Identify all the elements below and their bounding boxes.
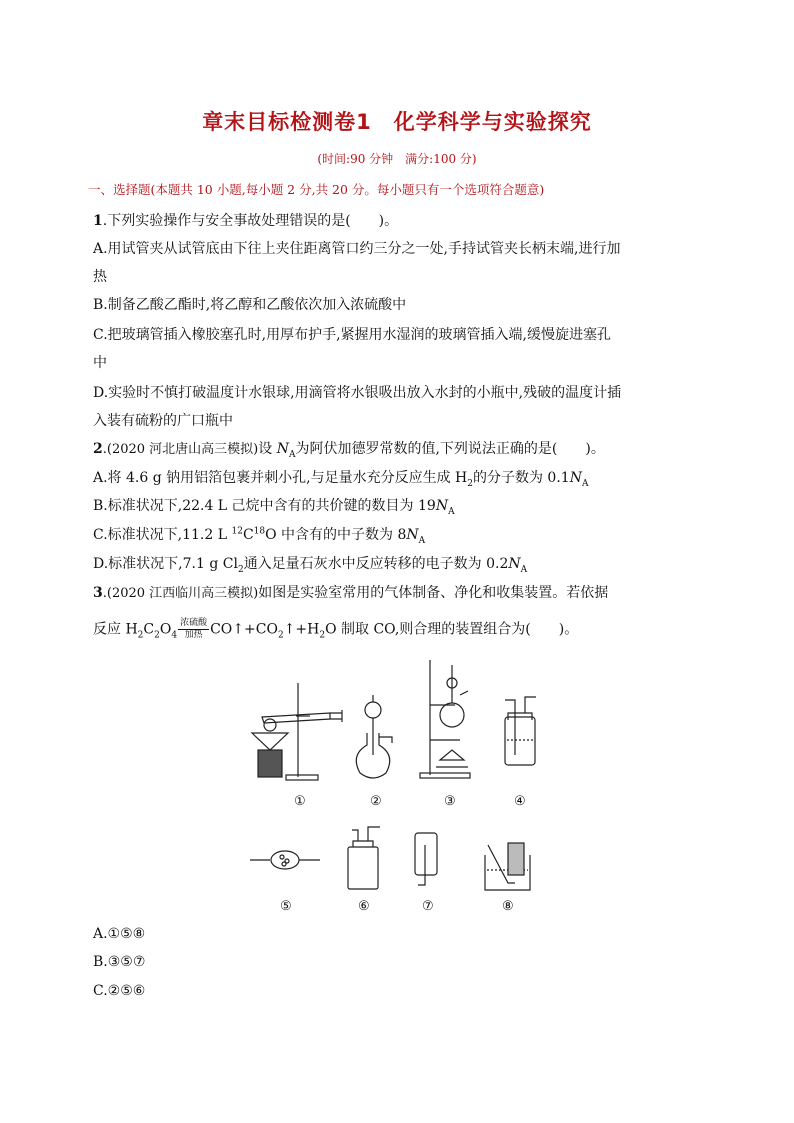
q2-c-na-sub: A: [418, 535, 426, 546]
q1-option-c-cont: 中: [93, 355, 107, 371]
label-8: ⑧: [502, 899, 514, 914]
page-title: 章末目标检测卷1 化学科学与实验探究: [202, 110, 592, 134]
q3-r-d: CO↑+CO: [210, 621, 278, 638]
q2-d-text: D.标准状况下,7.1 g Cl: [93, 556, 238, 572]
apparatus-3: [420, 660, 470, 778]
q3-option-a: A.①⑤⑧: [93, 926, 146, 942]
apparatus-4: [505, 697, 536, 765]
label-1: ①: [294, 794, 306, 809]
q2-stem-a: 设: [258, 441, 277, 457]
apparatus-7: [415, 833, 437, 885]
q3-r-sub3: 4: [171, 630, 178, 641]
q3-option-b: B.③⑤⑦: [93, 954, 146, 970]
q3-r-b: C: [143, 621, 155, 638]
reaction-condition: [178, 618, 209, 641]
condition-top: 浓硫酸: [180, 618, 208, 628]
q3-r-f: O 制取 CO,则合理的装置组合为( )。: [325, 621, 579, 638]
q3-r-c: O: [159, 621, 172, 638]
q2-d-na-sub: A: [520, 564, 528, 575]
q2-c-text: C.标准状况下,11.2 L: [93, 527, 232, 543]
page-subtitle: (时间:90 分钟 满分:100 分): [317, 152, 477, 166]
q2-source: .(2020 河北唐山高三模拟): [102, 442, 259, 457]
label-7: ⑦: [422, 899, 434, 914]
label-5: ⑤: [280, 899, 292, 914]
q1-number: 1: [93, 213, 103, 229]
q2-a-sub: 2: [467, 478, 473, 489]
q2-c-na: N: [406, 527, 419, 543]
q3-r-sub1: 2: [137, 630, 144, 641]
q2-b-na: N: [435, 498, 449, 514]
q2-a-text: A.将 4.6 g 钠用铝箔包裹并刺小孔,与足量水充分反应生成 H: [93, 470, 468, 486]
q1-option-c: C.把玻璃管插入橡胶塞孔时,用厚布护手,紧握用水湿润的玻璃管插入端,缓慢旋进塞孔: [93, 327, 612, 343]
q2-b-text: B.标准状况下,22.4 L 己烷中含有的共价键的数目为 19: [93, 498, 436, 514]
q3-r-sub5: 2: [319, 630, 326, 641]
q1-option-a-cont: 热: [93, 269, 107, 285]
q2-d-na: N: [508, 556, 521, 572]
q2-d-text2: 通入足量石灰水中反应转移的电子数为 0.2: [243, 556, 509, 572]
label-4: ④: [514, 794, 526, 809]
q2-number: 2: [93, 441, 103, 457]
condition-bottom: 加热: [184, 630, 203, 640]
q2-option-c: [93, 524, 425, 546]
q2-a-na: N: [569, 470, 582, 486]
q2-a-text2: 的分子数为 0.1: [472, 470, 570, 486]
q1-option-b: B.制备乙酸乙酯时,将乙醇和乙酸依次加入浓硫酸中: [93, 297, 407, 313]
q2-c-text2: C: [242, 527, 254, 543]
apparatus-drawing: [230, 655, 570, 920]
apparatus-5: [250, 851, 320, 869]
apparatus-figure: [230, 655, 570, 920]
q3-number: 3: [93, 585, 103, 601]
q3-r-sub4: 2: [277, 630, 284, 641]
q2-option-a: [93, 467, 588, 489]
apparatus-6: [348, 827, 380, 889]
q1-stem: [93, 210, 398, 230]
q3-reaction: [93, 618, 578, 641]
label-2: ②: [370, 794, 382, 809]
q2-na: N: [276, 441, 289, 457]
q3-r-e: ↑+H: [283, 621, 320, 638]
q3-source: .(2020 江西临川高三模拟): [102, 586, 259, 601]
q1-option-d-cont: 入装有硫粉的广口瓶中: [93, 413, 233, 429]
label-6: ⑥: [358, 899, 370, 914]
q3-r-sub2: 2: [154, 630, 160, 641]
label-3: ③: [444, 794, 456, 809]
q2-c-text3: O 中含有的中子数为 8: [265, 527, 407, 543]
apparatus-8: [485, 843, 530, 890]
q1-stem-text: .下列实验操作与安全事故处理错误的是( )。: [102, 213, 399, 229]
section-heading: 一、选择题(本题共 10 小题,每小题 2 分,共 20 分。每小题只有一个选项符合题意): [88, 182, 545, 197]
q1-option-d: D.实验时不慎打破温度计水银球,用滴管将水银吸出放入水封的小瓶中,残破的温度计插: [93, 385, 622, 401]
q3-stem-text: 如图是实验室常用的气体制备、净化和收集装置。若依据: [258, 585, 609, 601]
q2-b-na-sub: A: [448, 506, 455, 517]
q2-option-b: [93, 495, 455, 517]
q2-stem: [93, 438, 605, 460]
q1-option-a: A.用试管夹从试管底由下往上夹住距离管口约三分之一处,手持试管夹长柄末端,进行加: [93, 241, 621, 257]
q3-r-a: 反应 H: [93, 621, 138, 638]
q2-c-sup2: 18: [253, 526, 266, 537]
q3-option-c: C.②⑤⑥: [93, 983, 146, 999]
q2-stem-b: 为阿伏加德罗常数的值,下列说法正确的是( )。: [295, 441, 605, 457]
q2-na-sub: A: [288, 449, 296, 460]
apparatus-1: [252, 683, 342, 780]
q2-d-sub: 2: [237, 564, 244, 575]
q3-stem: [93, 582, 608, 602]
q2-c-sup1: 12: [231, 526, 243, 537]
q2-a-na-sub: A: [581, 478, 589, 489]
apparatus-2: [356, 695, 392, 778]
q2-option-d: [93, 553, 527, 575]
